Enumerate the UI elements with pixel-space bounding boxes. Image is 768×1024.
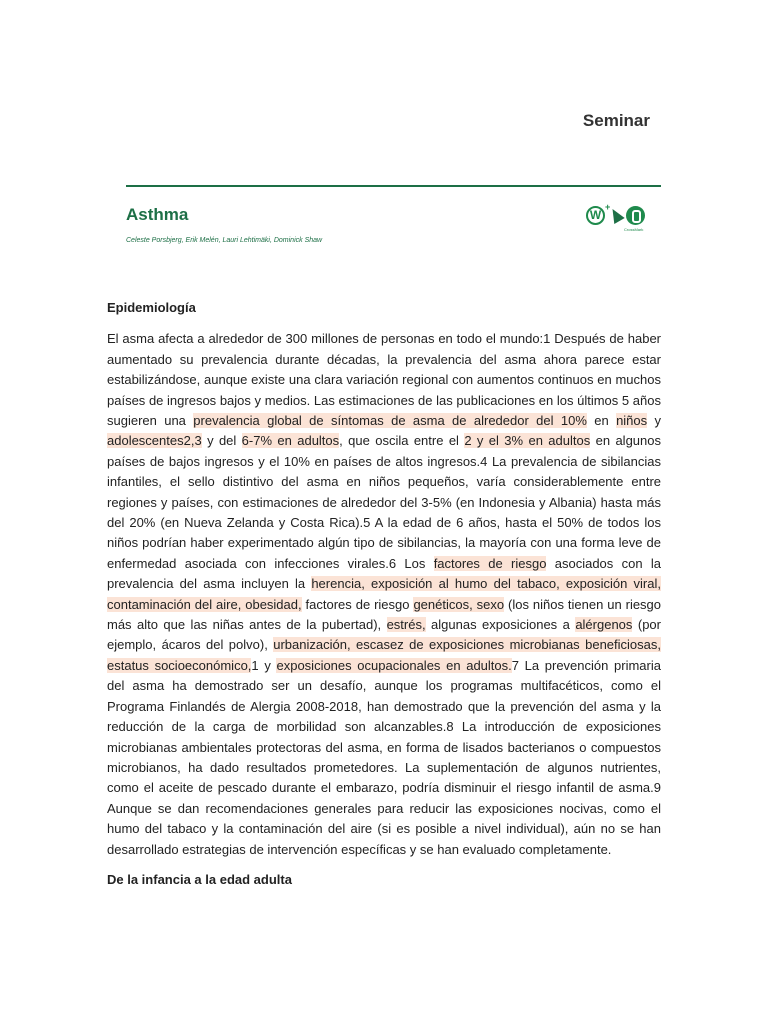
body-text: asociados con la prevalencia del asma incluyen la [107, 555, 661, 592]
body-text: y del [201, 433, 242, 449]
highlighted-text: adolescentes2,3 [107, 433, 202, 449]
header-divider [126, 185, 661, 187]
body-text: factores de riesgo [301, 596, 414, 612]
highlighted-text: 2 y el 3% en adultos [464, 433, 591, 449]
journal-icons [586, 204, 646, 234]
article-title: Asthma [126, 205, 189, 224]
w-circle-icon[interactable]: W [586, 206, 605, 225]
highlighted-text: genéticos, sexo [413, 596, 505, 612]
body-text: El asma afecta a alrededor de 300 millones de personas en todo el mundo:1 Después de haber aumentado su prevalencia durante décadas, la prevalencia del asma ahora parece estar estabilizándose, aunque existe una clara variación regional con aumentos continuos en muchos países de ingresos bajos y medios. Las estimaciones de las publicaciones en los últimos 5 años sugieren una [107, 331, 661, 429]
section-heading-epidemiology: Epidemiología [107, 300, 196, 315]
highlighted-text: estrés, [386, 617, 426, 633]
section-label: Seminar [582, 111, 650, 130]
body-text: 1 y [251, 657, 277, 673]
highlighted-text: alérgenos [575, 617, 633, 633]
author-list: Celeste Porsbjerg, Erik Melén, Lauri Lehtimäki, Dominick Shaw [126, 237, 323, 244]
crossmark-icon[interactable] [626, 206, 645, 225]
body-text: en algunos países de bajos ingresos y el 10% en países de altos ingresos.4 La prevalencia de sibilancias infantiles, el sello distintivo del asma en niños pequeños, varía considerablemente entre regiones y países, con estimaciones de alrededor del 3-5% (en Indonesia y Albania) hasta más del 20% (en Nueva Zelanda y Costa Rica).5 A la edad de 6 años, hasta el 50% de todos los niños podrían haber experimentado algún tipo de sibilancias, la mayoría con una forma leve de enfermedad asociada con infecciones virales.6 Los [107, 433, 661, 571]
plus-icon: + [605, 202, 611, 212]
section-heading-childhood: De la infancia a la edad adulta [107, 871, 292, 887]
body-paragraph [107, 329, 661, 860]
body-text: en [586, 413, 617, 429]
body-text: 7 La prevención primaria del asma ha demostrado ser un desafío, aunque los programas multifacéticos, como el Programa Finlandés de Alergia 2008-2018, han demostrado que la prevención del asma y la reducción de la carga de morbilidad son alcanzables.8 La introducción de exposiciones microbianas ambientales protectoras del asma, en forma de lisados bacterianos o compuestos microbianos, ha dado resultados prometedores. La suplementación de algunos nutrientes, como el aceite de pescado durante el embarazo, podría disminuir el riesgo infantil de asma.9 Aunque se dan recomendaciones generales para reducir las exposiciones nocivas, como el humo del tabaco y la contaminación del aire (si es posible a nivel individual), aún no se han desarrollado estrategias de intervención específicas y se han evaluado completamente. [107, 657, 661, 857]
body-text: algunas exposiciones a [425, 617, 576, 633]
body-text: y [647, 413, 661, 429]
highlighted-text: 6-7% en adultos [241, 433, 340, 449]
highlighted-text: exposiciones ocupacionales en adultos. [276, 657, 512, 673]
article-body [107, 298, 661, 890]
body-text: (los niños tienen un riesgo más alto que las niñas antes de la pubertad), [107, 596, 662, 633]
body-text: , que oscila entre el [339, 433, 465, 449]
highlighted-text: niños [616, 413, 648, 429]
highlighted-text: prevalencia global de síntomas de asma de alrededor del 10% [193, 413, 587, 429]
highlighted-text: herencia, exposición al humo del tabaco, exposición viral, contaminación del aire, obesidad, [107, 576, 661, 612]
highlighted-text: urbanización, escasez de exposiciones microbianas beneficiosas, estatus socioeconómico, [107, 637, 661, 673]
crossmark-label: CrossMark [624, 227, 644, 232]
highlighted-text: factores de riesgo [433, 555, 547, 571]
body-text: (por ejemplo, ácaros del polvo), [107, 617, 661, 653]
